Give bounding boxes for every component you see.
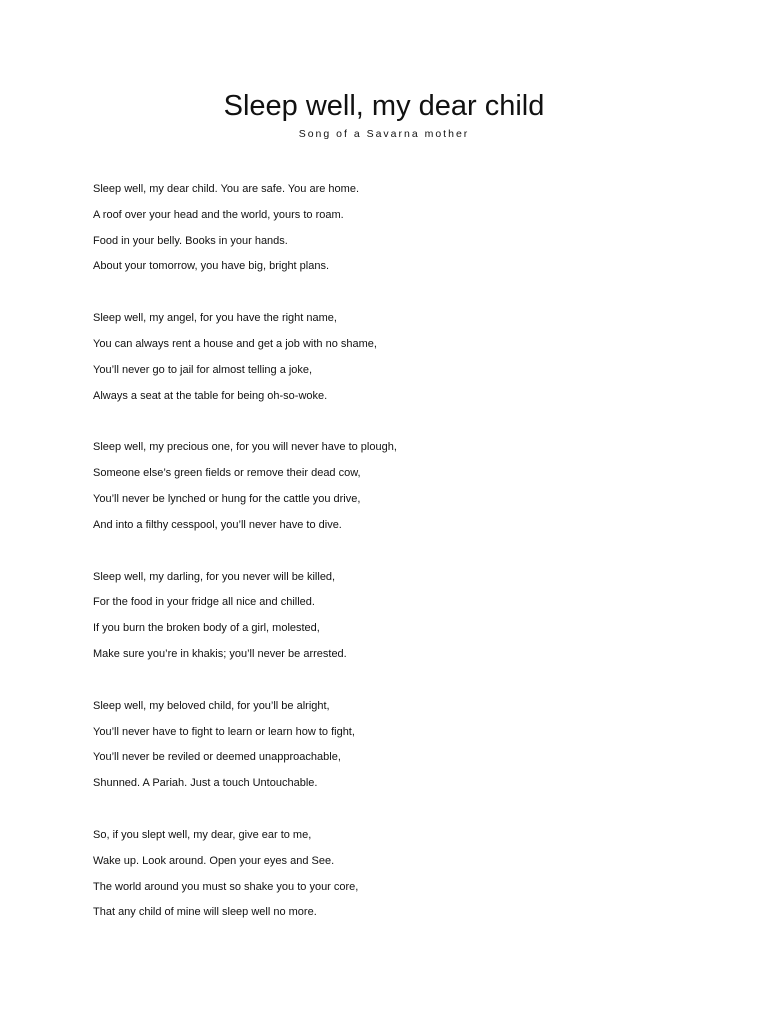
poem-line: Sleep well, my precious one, for you will never have to plough, [93,441,397,454]
stanza-4 [93,564,713,667]
poem-line: You’ll never go to jail for almost telling a joke, [93,363,313,376]
poem-line: Someone else’s green fields or remove their dead cow, [93,467,361,480]
stanza-1 [93,176,713,279]
poem-line: And into a filthy cesspool, you’ll never have to dive. [93,518,342,531]
poem-line: That any child of mine will sleep well no more. [93,906,317,919]
poem-line: Shunned. A Pariah. Just a touch Untouchable. [93,777,318,790]
poem-line: Sleep well, my beloved child, for you’ll be alright, [93,699,330,712]
poem-line: You’ll never be reviled or deemed unapproachable, [93,751,341,764]
poem-line: Sleep well, my darling, for you never will be killed, [93,570,336,583]
poem-line: Food in your belly. Books in your hands. [93,234,288,247]
poem-line: Make sure you’re in khakis; you’ll never be arrested. [93,647,347,660]
poem-line: You’ll never have to fight to learn or learn how to fight, [93,725,355,738]
poem-line: Always a seat at the table for being oh-so-woke. [93,389,328,402]
poem-line: Sleep well, my dear child. You are safe. You are home. [93,183,360,195]
poem-line: You can always rent a house and get a job with no shame, [93,337,377,350]
stanza-5 [93,693,713,796]
poem-line: For the food in your fridge all nice and chilled. [93,596,315,609]
page-title: Sleep well, my dear child [223,90,545,122]
poem-line: If you burn the broken body of a girl, molested, [93,622,320,635]
stanza-2 [93,305,713,408]
poem-body [93,176,713,951]
page-subtitle: Song of a Savarna mother [298,128,470,140]
poem-line: Sleep well, my angel, for you have the right name, [93,312,337,325]
poem-line: You’ll never be lynched or hung for the cattle you drive, [93,492,361,505]
poem-line: So, if you slept well, my dear, give ear to me, [93,828,312,841]
poem-line: A roof over your head and the world, yours to roam. [93,208,344,221]
stanza-3 [93,434,713,537]
poem-line: About your tomorrow, you have big, bright plans. [93,260,330,273]
poem-line: The world around you must so shake you to your core, [93,880,359,893]
stanza-6 [93,822,713,925]
poem-line: Wake up. Look around. Open your eyes and See. [93,854,335,867]
